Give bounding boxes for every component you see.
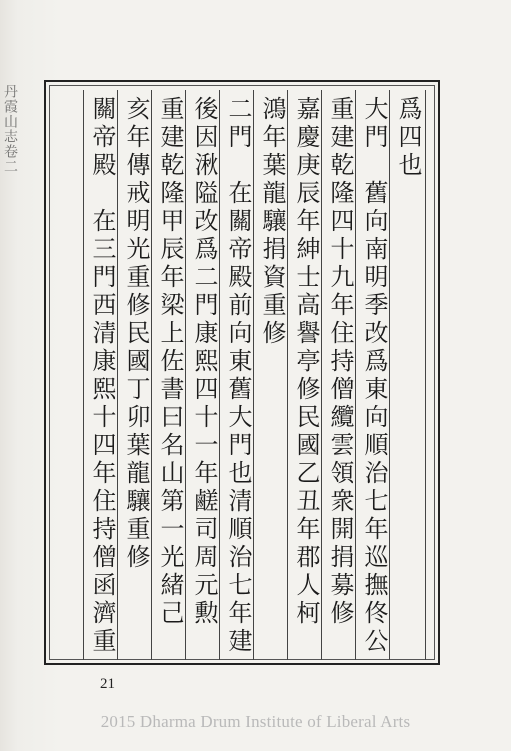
text-column-2: 大門 舊向南明季改爲東向順治七年巡撫佟公: [360, 96, 388, 656]
column-rule: [321, 90, 322, 660]
column-rule: [185, 90, 186, 660]
column-rule: [355, 90, 356, 660]
column-rule: [83, 90, 84, 660]
page-number: 21: [100, 676, 115, 692]
watermark: 2015 Dharma Drum Institute of Liberal Arts: [100, 712, 411, 731]
text-column-8: 重建乾隆甲辰年梁上佐書曰名山第一光緒己: [156, 96, 184, 628]
column-rule: [253, 90, 254, 660]
text-column-3: 重建乾隆四十九年住持僧纜雲領衆開捐募修: [326, 96, 354, 628]
text-column-7: 後因湫隘改爲二門康熙四十一年鹺司周元勲: [190, 96, 218, 628]
text-column-5: 鴻年葉龍驤捐資重修: [258, 96, 286, 348]
text-column-6: 二門 在關帝殿前向東舊大門也清順治七年建: [224, 96, 252, 656]
column-rule: [219, 90, 220, 660]
text-column-1: 爲四也: [394, 96, 422, 180]
adjacent-page-edge-text: 丹霞山志卷二: [2, 84, 18, 174]
column-rule: [425, 90, 426, 660]
column-rule: [389, 90, 390, 660]
column-rule: [117, 90, 118, 660]
text-column-4: 嘉慶庚辰年紳士高譽亭修民國乙丑年郡人柯: [292, 96, 320, 628]
text-column-10: 關帝殿 在三門西清康熙十四年住持僧函濟重: [88, 96, 116, 656]
column-rule: [287, 90, 288, 660]
column-rule: [151, 90, 152, 660]
text-column-9: 亥年傳戒明光重修民國丁卯葉龍驤重修: [122, 96, 150, 572]
